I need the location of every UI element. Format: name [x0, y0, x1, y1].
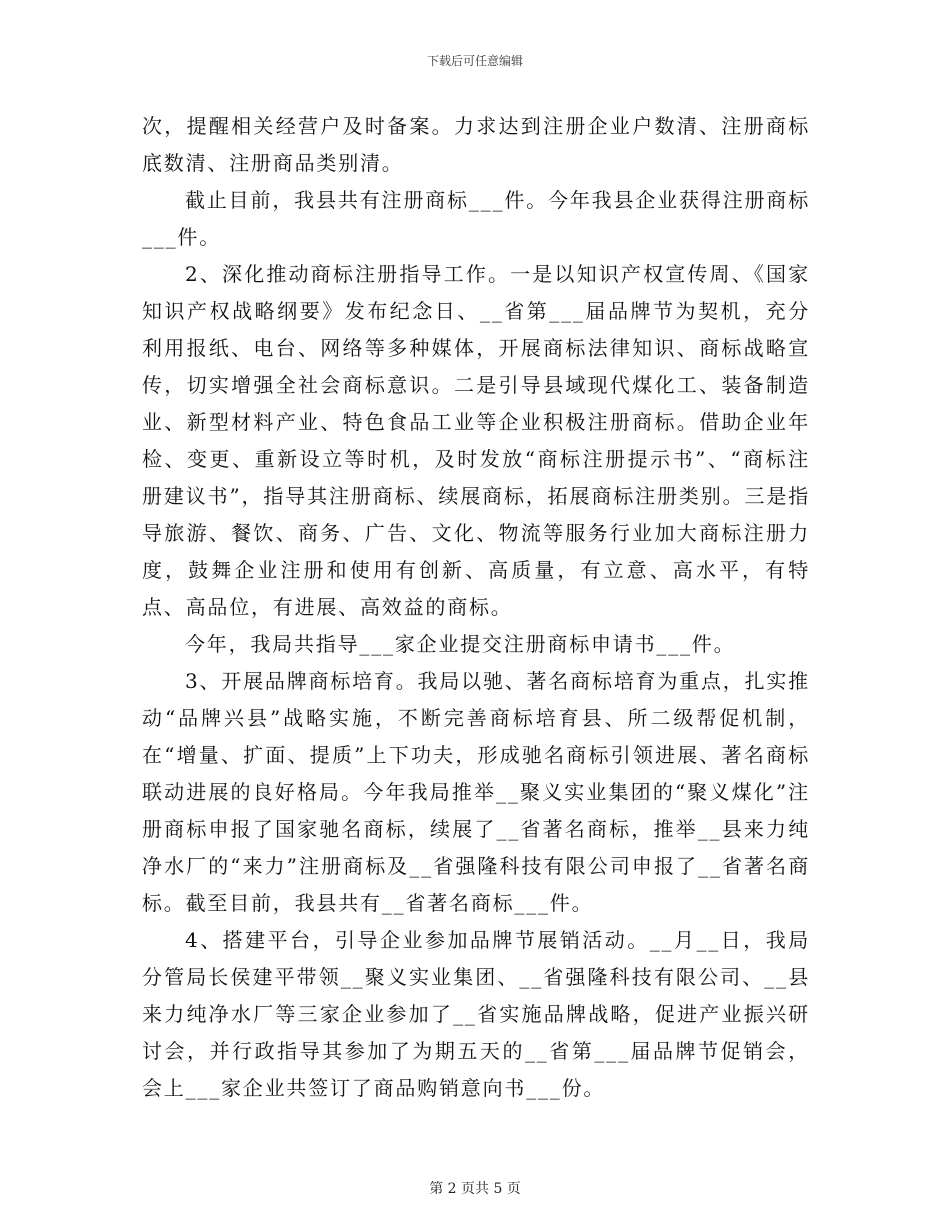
paragraph-guidance-count: 今年，我局共指导___家企业提交注册商标申请书___件。 — [185, 632, 736, 656]
document-body — [142, 108, 810, 1107]
page-header: 下载后可任意编辑 — [426, 54, 523, 68]
paragraph-section-3: 3、开展品牌商标培育。我局以驰、著名商标培育为重点，扎实推动“品牌兴县”战略实施，不断完善商标培育县、所二级帮促机制，在“增量、扩面、提质”上下功夫，形成驰名商标引领进展、著名商标联动进展的良好格局。今年我局推举__聚义实业集团的“聚义煤化”注册商标申报了国家驰名商标，续展了__省著名商标，推举__县来力纯净水厂的“来力”注册商标及__省强隆科技有限公司申报了__省著名商标。截至目前，我县共有__省著名商标___件。 — [142, 669, 810, 915]
paragraph-continuation: 次，提醒相关经营户及时备案。力求达到注册企业户数清、注册商标底数清、注册商品类别清。 — [142, 114, 810, 175]
paragraph-section-4: 4、搭建平台，引导企业参加品牌节展销活动。__月__日，我局分管局长侯建平带领__聚义实业集团、__省强隆科技有限公司、__县来力纯净水厂等三家企业参加了__省实施品牌战略，促进产业振兴研讨会，并行政指导其参加了为期五天的__省第___届品牌节促销会，会上___家企业共签订了商品购销意向书___份。 — [142, 928, 810, 1100]
paragraph-section-2: 2、深化推动商标注册指导工作。一是以知识产权宣传周、《国家知识产权战略纲要》发布纪念日、__省第___届品牌节为契机，充分利用报纸、电台、网络等多种媒体，开展商标法律知识、商标战略宣传，切实增强全社会商标意识。二是引导县域现代煤化工、装备制造业、新型材料产业、特色食品工业等企业积极注册商标。借助企业年检、变更、重新设立等时机，及时发放“商标注册提示书”、“商标注册建议书”，指导其注册商标、续展商标，拓展商标注册类别。三是指导旅游、餐饮、商务、广告、文化、物流等服务行业加大商标注册力度，鼓舞企业注册和使用有创新、高质量，有立意、高水平，有特点、高品位，有进展、高效益的商标。 — [142, 262, 810, 619]
paragraph-registered-count: 截止目前，我县共有注册商标___件。今年我县企业获得注册商标___件。 — [142, 188, 810, 249]
page-number: 第 2 页共 5 页 — [429, 1181, 521, 1197]
